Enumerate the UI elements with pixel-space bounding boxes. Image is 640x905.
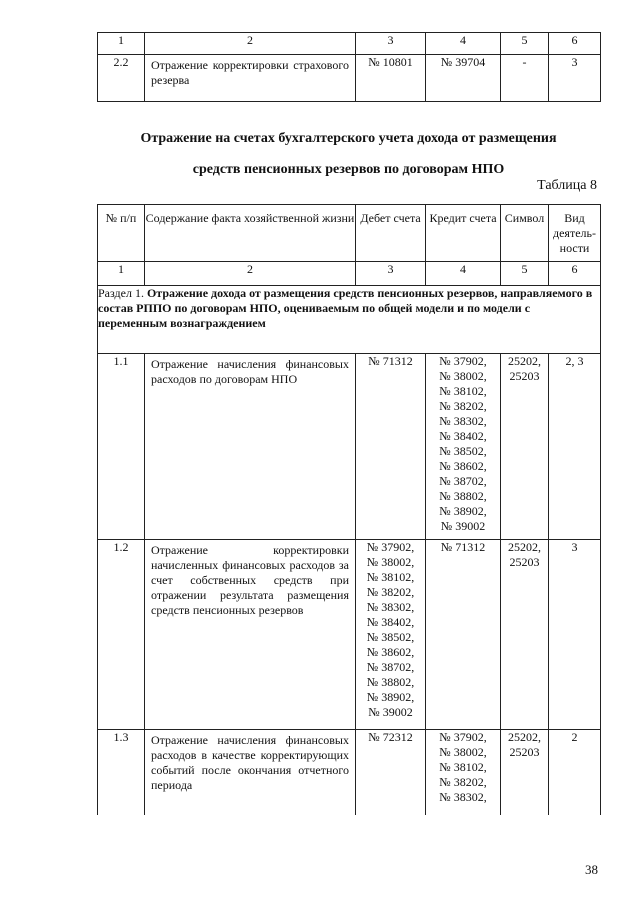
col-number-1: 1: [98, 262, 145, 286]
account-number: № 38902,: [439, 504, 487, 518]
symbol-code: 25203: [509, 369, 540, 383]
row-description: Отражение начисления финансовых расходов в качестве корректирующих событий после окончания отчетного периода: [145, 730, 356, 815]
row-description: Отражение корректировки начисленных финансовых расходов за счет собственных средств при отражении результата размещения средств пенсионных резервов: [145, 540, 356, 730]
row-number: 1.1: [98, 354, 145, 540]
account-number: № 71312: [440, 540, 486, 554]
account-number: № 38302,: [439, 790, 487, 804]
col-number-3: 3: [356, 33, 426, 55]
row-debit: [356, 730, 426, 815]
account-number: № 38102,: [366, 570, 415, 584]
row-credit: [426, 354, 501, 540]
account-number: № 38102,: [439, 760, 487, 774]
col-number-6: 6: [549, 33, 601, 55]
account-number: № 38002,: [366, 555, 415, 569]
table-number: Таблица 8: [537, 178, 597, 193]
header-symbol: Символ: [501, 205, 549, 262]
account-number: № 38202,: [439, 399, 487, 413]
row-number: 2.2: [98, 55, 145, 102]
row-debit: [356, 540, 426, 730]
header-row: [98, 205, 601, 262]
page-number: 38: [585, 862, 598, 877]
col-number-2: 2: [145, 33, 356, 55]
account-number: № 38102,: [439, 384, 487, 398]
symbol-code: 25202,: [508, 730, 541, 744]
col-number-3: 3: [356, 262, 426, 286]
row-activity: 3: [549, 540, 601, 730]
table-row: [98, 540, 601, 730]
row-credit: [426, 540, 501, 730]
col-number-2: 2: [145, 262, 356, 286]
row-symbol: [501, 354, 549, 540]
section-row: [98, 286, 601, 354]
row-description: Отражение начисления финансовых расходов по договорам НПО: [145, 354, 356, 540]
account-number: № 38402,: [439, 429, 487, 443]
row-debit: № 10801: [356, 55, 426, 102]
account-number: № 38002,: [439, 745, 487, 759]
account-number: № 72312: [368, 730, 413, 744]
row-activity: 3: [549, 55, 601, 102]
account-number: № 38602,: [366, 645, 415, 659]
account-number: № 38802,: [366, 675, 415, 689]
header-activity: Вид деятель-ности: [549, 205, 601, 262]
row-activity: 2: [549, 730, 601, 815]
account-number: № 38402,: [366, 615, 415, 629]
col-number-5: 5: [501, 33, 549, 55]
account-number: № 38502,: [366, 630, 415, 644]
account-number: № 38202,: [439, 775, 487, 789]
account-number: № 38802,: [439, 489, 487, 503]
symbol-code: 25203: [509, 555, 540, 569]
heading-line-2: средств пенсионных резервов по договорам НПО: [192, 162, 505, 177]
row-symbol: [501, 540, 549, 730]
account-number: № 71312: [368, 354, 413, 368]
section-title: [98, 286, 601, 354]
symbol-code: 25202,: [508, 354, 541, 368]
col-number-5: 5: [501, 262, 549, 286]
col-number-1: 1: [98, 33, 145, 55]
accounting-entries-table: [97, 204, 601, 815]
symbol-code: 25203: [509, 745, 540, 759]
section-title-text: Отражение дохода от размещения средств пенсионных резервов, направляемого в состав РППО по договорам НПО, оцениваемым по общей модели и по модели с переменным вознаграждением: [98, 286, 593, 330]
table-row: [98, 730, 601, 815]
section-heading: [97, 123, 600, 185]
account-number: № 39002: [368, 705, 413, 719]
header-num: № п/п: [98, 205, 145, 262]
row-symbol: [501, 730, 549, 815]
col-number-4: 4: [426, 262, 501, 286]
table-row: [98, 55, 601, 102]
account-number: № 38302,: [366, 600, 415, 614]
table-row: [98, 354, 601, 540]
row-description: Отражение корректировки страхового резерва: [145, 55, 356, 102]
account-number: № 38602,: [439, 459, 487, 473]
col-number-4: 4: [426, 33, 501, 55]
account-number: № 38702,: [366, 660, 415, 674]
heading-line-1: Отражение на счетах бухгалтерского учета дохода от размещения: [140, 131, 557, 146]
section-prefix: Раздел 1.: [98, 286, 144, 300]
account-number: № 38502,: [439, 444, 487, 458]
row-credit: № 39704: [426, 55, 501, 102]
row-number: 1.2: [98, 540, 145, 730]
account-number: № 39002: [440, 519, 486, 533]
row-number: 1.3: [98, 730, 145, 815]
account-number: № 38302,: [439, 414, 487, 428]
column-number-row: [98, 33, 601, 55]
previous-table-continuation: [97, 32, 601, 102]
account-number: № 37902,: [439, 354, 487, 368]
account-number: № 38202,: [366, 585, 415, 599]
header-description: Содержание факта хозяйственной жизни: [145, 205, 356, 262]
row-debit: [356, 354, 426, 540]
account-number: № 37902,: [439, 730, 487, 744]
row-symbol: -: [501, 55, 549, 102]
symbol-code: 25202,: [508, 540, 541, 554]
account-number: № 37902,: [366, 540, 415, 554]
row-credit: [426, 730, 501, 815]
column-number-row: [98, 262, 601, 286]
header-credit: Кредит счета: [426, 205, 501, 262]
col-number-6: 6: [549, 262, 601, 286]
account-number: № 38702,: [439, 474, 487, 488]
account-number: № 38902,: [366, 690, 415, 704]
header-debit: Дебет счета: [356, 205, 426, 262]
account-number: № 38002,: [439, 369, 487, 383]
row-activity: 2, 3: [549, 354, 601, 540]
